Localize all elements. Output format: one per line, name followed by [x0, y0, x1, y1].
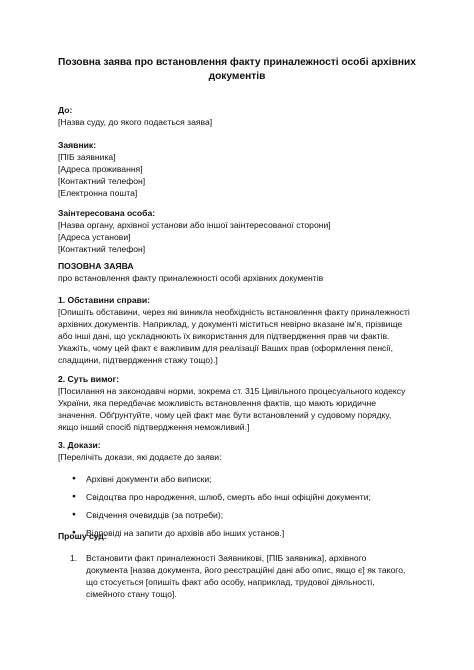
claim-subtitle: про встановлення факту приналежності особі архівних документів: [58, 273, 324, 283]
section-2-line: значення. Обґрунтуйте, чому цей факт має бути встановлений у судовому порядку,: [58, 410, 392, 420]
evidence-item: [58, 491, 418, 503]
interested-phone: [Контактний телефон]: [58, 244, 146, 254]
request-heading: Прошу суд:: [58, 531, 107, 541]
section-2: [58, 373, 418, 433]
section-1-line: спадщини, підтвердження стажу тощо).]: [58, 355, 218, 365]
section-1-heading: 1. Обставини справи:: [58, 295, 151, 305]
section-2-line: [Посилання на законодавчі норми, зокрема ст. 315 Цивільного процесуального кодексу: [58, 386, 406, 396]
interested-heading: Заінтересована особа:: [58, 208, 156, 218]
claim-section: [58, 260, 418, 284]
request-item-line: що стосується [опишіть факт або особу, наприклад, трудової діяльності,: [86, 577, 375, 587]
applicant-address: [Адреса проживання]: [58, 164, 143, 174]
to-heading: До:: [58, 105, 73, 115]
document-title: [58, 56, 416, 83]
title-line-2: документів: [208, 70, 266, 82]
court-name: [Назва суду, до якого подається заява]: [58, 117, 213, 127]
request-item: [58, 552, 418, 600]
applicant-heading: Заявник:: [58, 140, 97, 150]
applicant-section: [58, 139, 418, 199]
request-list: [58, 552, 418, 600]
section-2-line: України, яка передбачає можливість встановлення фактів, що мають юридичне: [58, 398, 376, 408]
request-item-line: документа [назва документа, його реєстраційні дані або опис, якщо є] як такого,: [86, 565, 406, 575]
section-3-intro: [Перелічіть докази, які додаєте до заяви:: [58, 452, 222, 462]
request-item-number: 1.: [70, 553, 78, 563]
section-2-line: якщо інший спосіб підтвердження неможливий.]: [58, 422, 250, 432]
section-1-line: Укажіть, чому цей факт є важливим для реалізації Ваших прав (оформлення пенсії,: [58, 343, 394, 353]
request-section: [58, 530, 418, 600]
section-1-line: або інші дані, що ускладнюють їх використання для підтвердження прав чи фактів.: [58, 331, 390, 341]
evidence-item-text: Відповіді на запити до архівів або інших установ.]: [86, 528, 285, 538]
claim-heading: ПОЗОВНА ЗАЯВА: [58, 261, 134, 271]
request-item-line: Встановити факт приналежності Заявникові, [ПІБ заявника], архівного: [86, 553, 367, 563]
evidence-item: [58, 473, 418, 485]
evidence-item: [58, 509, 418, 521]
interested-org: [Назва органу, архівної установи або іншої заінтересованої сторони]: [58, 220, 331, 230]
section-2-heading: 2. Суть вимог:: [58, 374, 120, 384]
evidence-item-text: Свідоцтва про народження, шлюб, смерть або інші офіційні документи;: [86, 492, 371, 502]
interested-address: [Адреса установи]: [58, 232, 131, 242]
evidence-item-text: Свідчення очевидців (за потреби);: [86, 510, 224, 520]
section-1-line: [Опишіть обставини, через які виникла необхідність встановлення факту приналежності: [58, 307, 410, 317]
section-1-line: архівних документів. Наприклад, у документі міститься невірно вказане ім'я, прізвище: [58, 319, 403, 329]
section-1: [58, 294, 418, 366]
evidence-item-text: Архівні документи або виписки;: [86, 474, 212, 484]
interested-party-section: [58, 207, 418, 255]
title-line-1: Позовна заява про встановлення факту приналежності особі архівних: [58, 57, 416, 68]
request-item-line: сімейного стану тощо].: [86, 589, 177, 599]
applicant-name: [ПІБ заявника]: [58, 152, 116, 162]
applicant-email: [Електронна пошта]: [58, 188, 138, 198]
to-section: [58, 104, 418, 128]
section-3-heading: 3. Докази:: [58, 440, 101, 450]
applicant-phone: [Контактний телефон]: [58, 176, 146, 186]
